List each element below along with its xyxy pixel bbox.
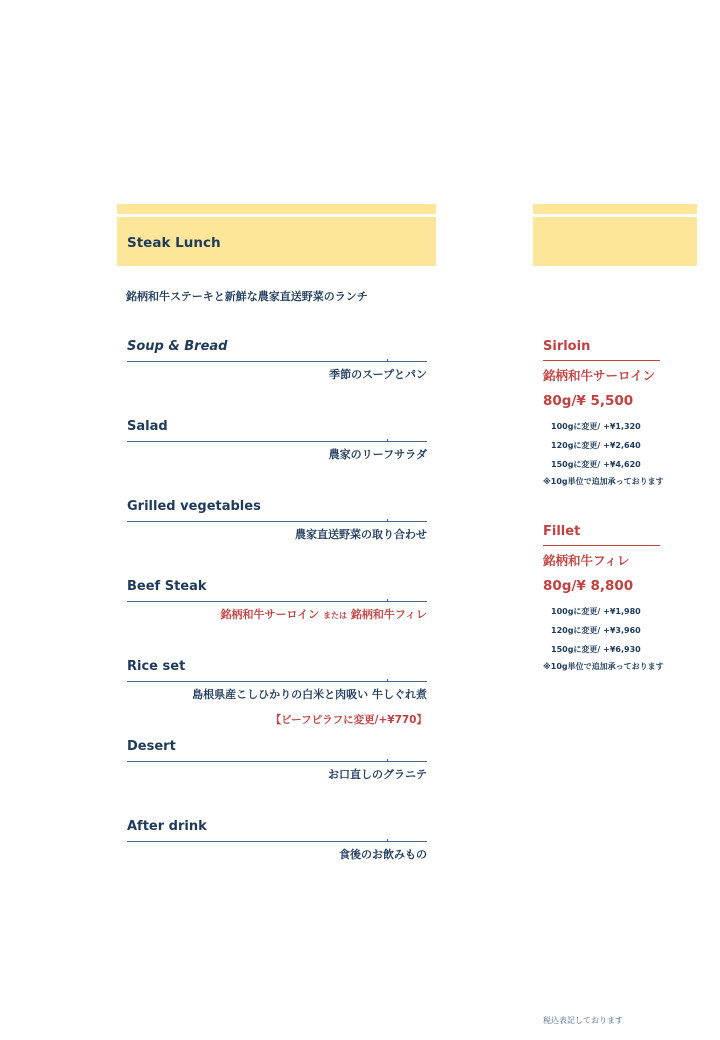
beef-option-or: または bbox=[323, 611, 348, 620]
course-soup-bread bbox=[127, 338, 427, 382]
course-heading: Desert bbox=[127, 739, 176, 754]
base-price: 80g/¥ 5,500 bbox=[543, 393, 634, 409]
header-band-left-top bbox=[117, 204, 436, 214]
divider bbox=[127, 521, 427, 522]
course-heading: After drink bbox=[127, 819, 207, 834]
menu-subtitle: 銘柄和牛ステーキと新鮮な農家直送野菜のランチ bbox=[126, 290, 368, 303]
unit-note: ※10g単位で追加承っております bbox=[543, 662, 664, 671]
course-heading: Grilled vegetables bbox=[127, 499, 261, 514]
course-desc: 食後のお飲みもの bbox=[339, 848, 427, 861]
course-grilled-vegetables bbox=[127, 498, 427, 542]
course-desc: 島根県産こしひかりの白米と肉吸い 牛しぐれ煮 bbox=[192, 688, 427, 701]
size-options bbox=[543, 417, 673, 474]
divider bbox=[127, 601, 427, 602]
size-options bbox=[543, 602, 673, 659]
course-heading: Beef Steak bbox=[127, 579, 207, 594]
divider bbox=[127, 681, 427, 682]
course-beef-steak bbox=[127, 578, 427, 623]
size-option: 120gに変更/ +¥2,640 bbox=[551, 441, 641, 450]
beef-option-fillet: 銘柄和牛フィレ bbox=[350, 608, 427, 621]
divider bbox=[127, 441, 427, 442]
course-desc: 農家直送野菜の取り合わせ bbox=[295, 528, 427, 541]
size-option: 100gに変更/ +¥1,320 bbox=[551, 422, 641, 431]
course-desert bbox=[127, 738, 427, 782]
cut-name: Sirloin bbox=[543, 339, 591, 354]
cut-name: Fillet bbox=[543, 524, 581, 539]
tax-note: 税込表記しております bbox=[543, 1016, 623, 1025]
beef-option-sirloin: 銘柄和牛サーロイン bbox=[220, 608, 320, 621]
divider bbox=[543, 545, 660, 546]
price-block-sirloin bbox=[543, 338, 673, 487]
divider bbox=[127, 841, 427, 842]
size-option: 120gに変更/ +¥3,960 bbox=[551, 626, 641, 635]
course-desc bbox=[127, 608, 427, 623]
price-block-fillet bbox=[543, 523, 673, 672]
rice-upgrade-note: 【ビーフピラフに変更/+¥770】 bbox=[270, 714, 427, 726]
course-desc: 農家のリーフサラダ bbox=[328, 448, 427, 461]
size-option: 150gに変更/ +¥4,620 bbox=[551, 460, 641, 469]
cut-jp-name: 銘柄和牛フィレ bbox=[543, 553, 630, 568]
size-option: 100gに変更/ +¥1,980 bbox=[551, 607, 641, 616]
course-after-drink bbox=[127, 818, 427, 862]
course-heading: Salad bbox=[127, 419, 168, 434]
course-salad bbox=[127, 418, 427, 462]
header-band-right bbox=[533, 217, 697, 266]
cut-jp-name: 銘柄和牛サーロイン bbox=[543, 368, 656, 383]
unit-note: ※10g単位で追加承っております bbox=[543, 477, 664, 486]
divider bbox=[543, 360, 660, 361]
base-price: 80g/¥ 8,800 bbox=[543, 578, 634, 594]
course-heading: Rice set bbox=[127, 659, 186, 674]
menu-title: Steak Lunch bbox=[127, 235, 221, 251]
size-option: 150gに変更/ +¥6,930 bbox=[551, 645, 641, 654]
course-desc: 季節のスープとパン bbox=[329, 368, 427, 381]
header-band-right-top bbox=[533, 204, 697, 214]
divider bbox=[127, 761, 427, 762]
divider bbox=[127, 361, 427, 362]
course-heading: Soup & Bread bbox=[127, 339, 228, 354]
course-rice-set bbox=[127, 658, 427, 727]
course-desc: お口直しのグラニテ bbox=[328, 768, 427, 781]
